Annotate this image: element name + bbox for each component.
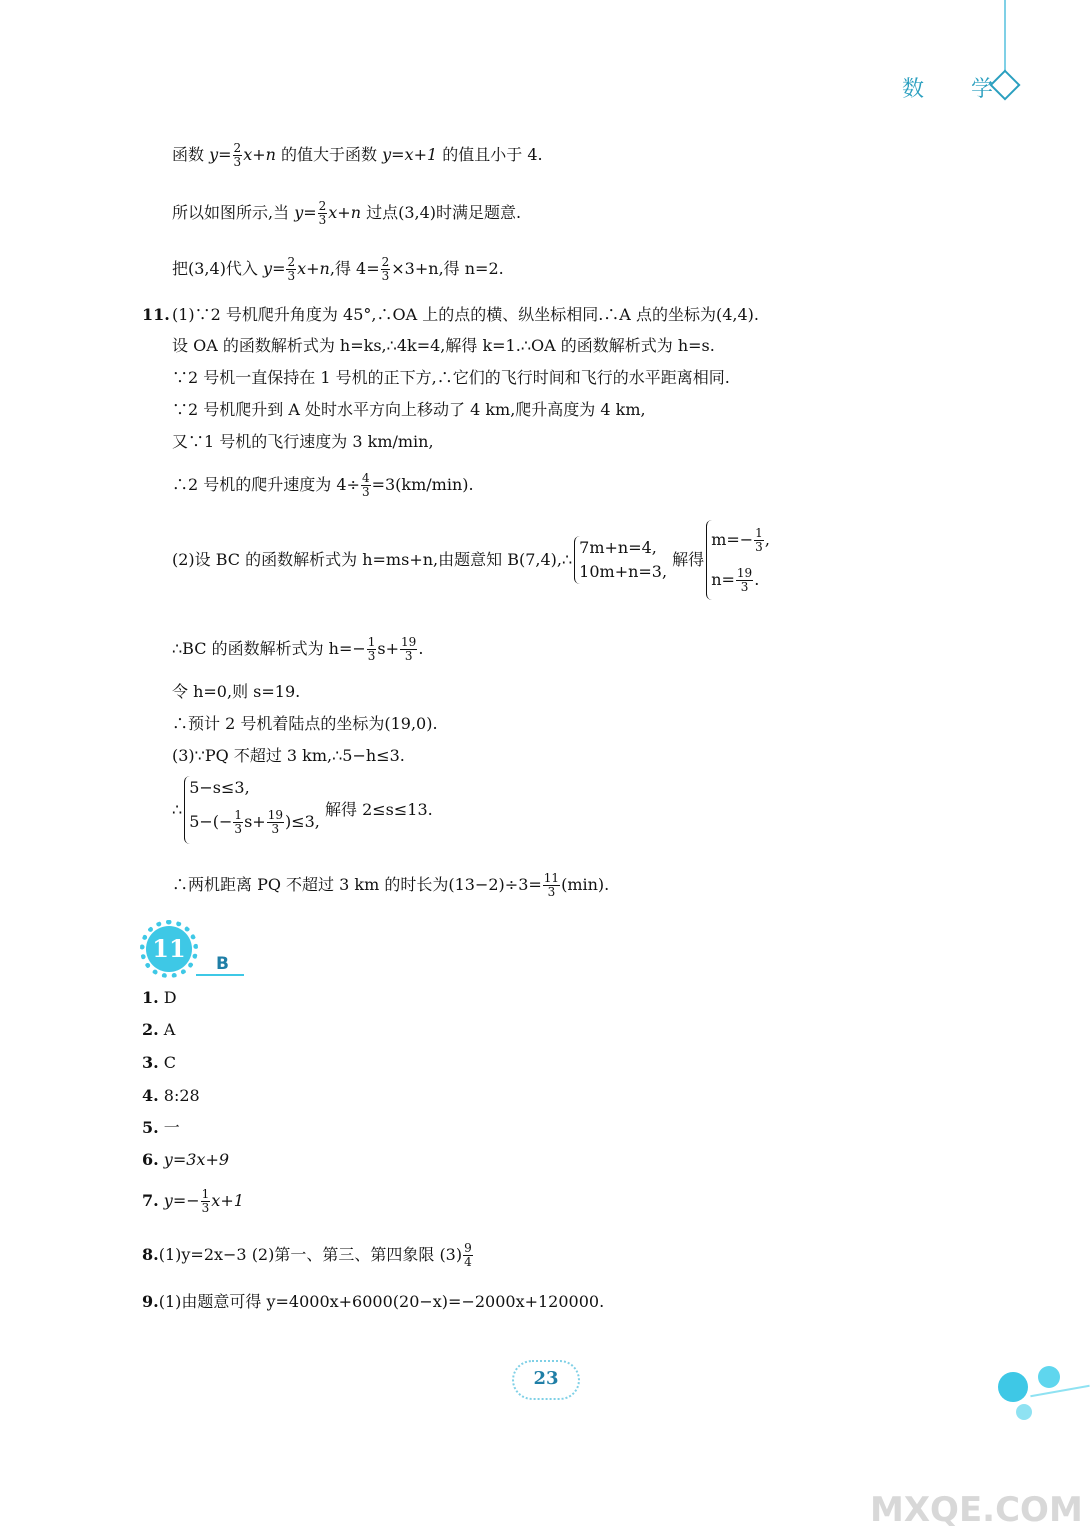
fraction: $\frac{19}{3}$ [736,566,753,594]
fraction: $\frac{1}{3}$ [367,635,376,663]
answer-3: 3. C [142,1053,177,1072]
p11-number: 11. [142,305,170,324]
fraction: $\frac{9}{4}$ [464,1241,472,1269]
fraction: $\frac{2}{3}$ [381,255,390,283]
decor-dot-large [998,1372,1028,1402]
decor-dot-medium [1038,1366,1060,1388]
p11-speed: ∴2 号机的爬升速度为 4÷ $\frac{4}{3}$ =3(km/min). [172,471,474,499]
fraction: $\frac{1}{3}$ [755,526,763,554]
header-vertical-line [1004,0,1006,72]
section-number: 11 [152,934,186,963]
answer-2: 2. A [142,1020,176,1039]
p11-line2: 设 OA 的函数解析式为 h=ks,∴4k=4,解得 k=1.∴OA 的函数解析式为 h=s. [172,336,715,355]
fraction: $\frac{4}{3}$ [361,471,370,499]
answer-7: 7. y=− $\frac{1}{3}$ x+1 [142,1187,244,1215]
p11-part3: (3)∵PQ 不超过 3 km,∴5−h≤3. [172,746,405,765]
p11-part2: (2)设 BC 的函数解析式为 h=ms+n,由题意知 B(7,4),∴ 7m+n=4, 10m+n=3, 解得 m=− $\frac{1}{3}$ , n= $\frac{19}{3}$ . [172,520,770,600]
answer-5: 5. 一 [142,1118,180,1137]
fraction: $\frac{1}{3}$ [234,808,243,836]
answer-4: 4. 8:28 [142,1086,200,1105]
p11-let-h: 令 h=0,则 s=19. [172,682,301,701]
fraction: $\frac{1}{3}$ [201,1187,210,1215]
p11-bc: ∴BC 的函数解析式为 h=− $\frac{1}{3}$ s+ $\frac{19}{3}$ . [172,635,424,663]
decor-dot-small [1016,1404,1032,1420]
answer-9: 9.(1)由题意可得 y=4000x+6000(20−x)=−2000x+120000. [142,1292,605,1311]
fraction: $\frac{19}{3}$ [401,635,417,663]
fraction: $\frac{11}{3}$ [543,871,560,899]
p11-landing: ∴预计 2 号机着陆点的坐标为(19,0). [172,714,438,733]
fraction: $\frac{2}{3}$ [318,199,327,227]
p11-line4: ∵2 号机爬升到 A 处时水平方向上移动了 4 km,爬升高度为 4 km, [172,400,646,419]
p11-line5: 又∵1 号机的飞行速度为 3 km/min, [172,432,434,451]
answer-1: 1. D [142,988,177,1007]
solution-system: m=− $\frac{1}{3}$ , n= $\frac{19}{3}$ . [706,520,770,600]
page-number: 23 [533,1368,559,1389]
p10-line1: 函数 y= $\frac{2}{3}$ x+n 的值大于函数 y=x+1 的值且小于 4. [172,141,543,169]
equation-system: 7m+n=4, 10m+n=3, [574,536,667,584]
watermark: MXQE.COM [870,1490,1083,1530]
p11-duration: ∴两机距离 PQ 不超过 3 km 的时长为(13−2)÷3= $\frac{11}{3}$ (min). [172,871,610,899]
decor-line [1030,1385,1089,1397]
section-label: B [216,954,229,974]
fraction: $\frac{19}{3}$ [267,808,283,836]
section-underline [196,974,244,976]
p10-line3: 把(3,4)代入 y= $\frac{2}{3}$ x+n,得 4= $\frac{2}{3}$ ×3+n,得 n=2. [172,255,504,283]
p11-line1: (1)∵2 号机爬升角度为 45°,∴OA 上的点的横、纵坐标相同.∴A 点的坐标为(4,4). [172,305,759,324]
answer-6: 6. y=3x+9 [142,1150,230,1169]
fraction: $\frac{2}{3}$ [233,141,242,169]
fraction: $\frac{2}{3}$ [287,255,296,283]
p11-line3: ∵2 号机一直保持在 1 号机的正下方,∴它们的飞行时间和飞行的水平距离相同. [172,368,730,387]
inequality-system: 5−s≤3, 5−(− $\frac{1}{3}$ s+ $\frac{19}{3}$ )≤3, [184,776,320,844]
answer-8: 8.(1)y=2x−3 (2)第一、第三、第四象限 (3) $\frac{9}{4}$ [142,1241,472,1269]
p11-inequalities: ∴ 5−s≤3, 5−(− $\frac{1}{3}$ s+ $\frac{19}{3}$ )≤3, 解得 2≤s≤13. [172,776,433,844]
p10-line2: 所以如图所示,当 y= $\frac{2}{3}$ x+n 过点(3,4)时满足题意. [172,199,522,227]
subject-title: 数 学 [902,77,1013,102]
